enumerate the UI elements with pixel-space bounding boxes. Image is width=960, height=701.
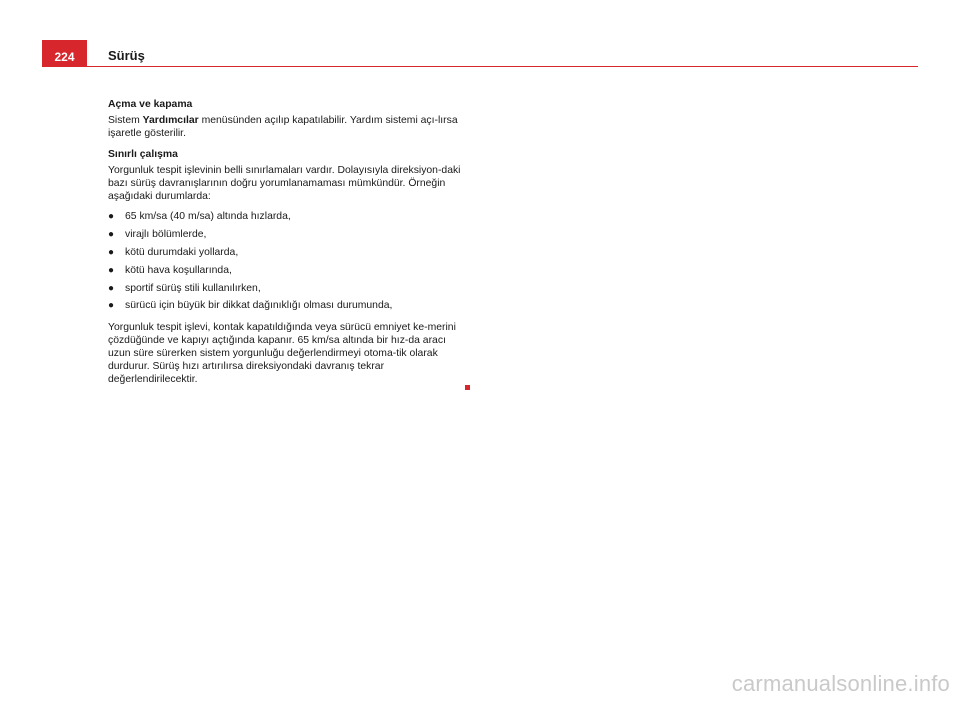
bullet-icon: ● (108, 229, 115, 241)
bullet-icon: ● (108, 264, 115, 276)
watermark-text: carmanualsonline.info (731, 671, 950, 696)
list-item (108, 299, 468, 312)
paragraph-limited-closing: Yorgunluk tespit işlevi, kontak kapatıldığında veya sürücü emniyet ke-merini çözdüğünde ve kapıyı açtığında kapanır. 65 km/sa altında bir hız-da aracı uzun süre sürerken sistem yorgunluğu değerlendirmeyi otoma-tik olarak durdurur. Sürüş hızı artırılırsa direksiyondaki davranış tekrar değerlendirilecektir. (108, 321, 456, 386)
bullet-icon: ● (108, 211, 115, 223)
limitations-list (108, 210, 468, 312)
section-end-marker (465, 385, 470, 390)
paragraph-on-off-pre: Sistem (108, 115, 143, 127)
list-item (108, 246, 468, 259)
heading-on-off: Açma ve kapama (108, 99, 193, 110)
paragraph-limited-intro: Yorgunluk tespit işlevinin belli sınırlamaları vardır. Dolayısıyla direksiyon-daki bazı sürüş davranışlarının doğru yorumlanamaması mümkündür. Örneğin aşağıdaki durumlarda: (108, 164, 461, 203)
list-item-text: sürücü için büyük bir dikkat dağınıklığı olması durumunda, (125, 300, 393, 312)
list-item-text: virajlı bölümlerde, (125, 229, 207, 241)
bullet-icon: ● (108, 282, 115, 294)
list-item-text: 65 km/sa (40 m/sa) altında hızlarda, (125, 211, 291, 223)
list-item-text: kötü hava koşullarında, (125, 264, 232, 276)
list-item (108, 228, 468, 241)
paragraph-on-off (108, 114, 468, 140)
heading-limited-operation: Sınırlı çalışma (108, 148, 178, 160)
header-rule (87, 66, 918, 67)
list-item (108, 210, 468, 223)
list-item-text: sportif sürüş stili kullanılırken, (125, 282, 261, 294)
paragraph-on-off-post: menüsünden açılıp kapatılabilir. Yardım sistemi açı-lırsa işaretle gösterilir. (108, 115, 458, 140)
menu-name-helpers: Yardımcılar (142, 115, 199, 127)
bullet-icon: ● (108, 300, 115, 312)
bullet-icon: ● (108, 247, 115, 259)
list-item (108, 282, 468, 295)
list-item-text: kötü durumdaki yollarda, (125, 247, 239, 259)
section-title: Sürüş (108, 48, 145, 63)
list-item (108, 264, 468, 277)
page-number: 224 (42, 40, 87, 67)
manual-content (108, 98, 468, 394)
